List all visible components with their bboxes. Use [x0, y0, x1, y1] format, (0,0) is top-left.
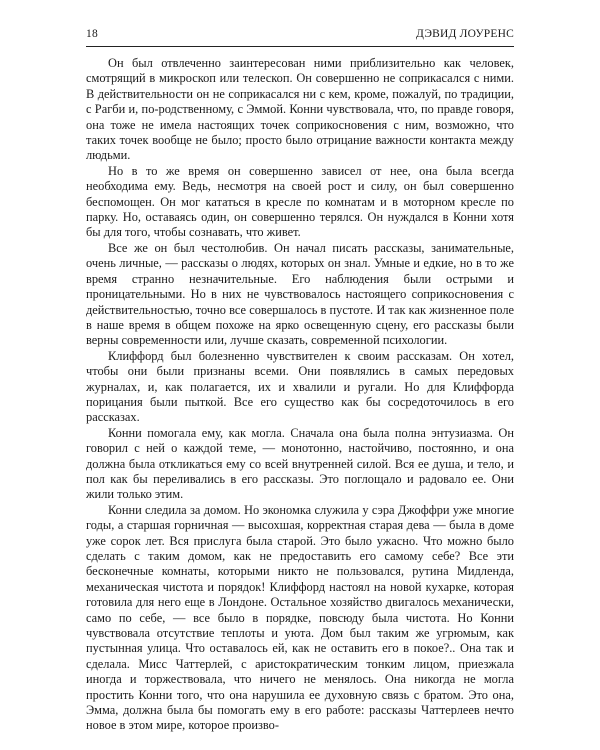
- paragraph: Все же он был честолюбив. Он начал писать рассказы, занимательные, очень личные, — рассказы о людях, которых он знал. Умные и едкие, но в то же время странно незначительные. Его наблюдения были острыми и проницательными. Но в них не чувствовалось настоящего соприкосновения с действительностью, точно все совершалось в пустоте. И так как жизненное поле в наше время в общем похоже на ярко освещенную сцену, его рассказы были верны современности или, лучше сказать, современной психологии.: [86, 240, 514, 348]
- running-head-author: ДЭВИД ЛОУРЕНС: [415, 28, 514, 40]
- body-text: [86, 56, 514, 734]
- paragraph: Он был отвлеченно заинтересован ними приблизительно как человек, смотрящий в микроскоп или телескоп. Он совершенно не соприкасался с ними. В действительности он не соприкасался ни с кем, кроме, пожалуй, по традиции, с Рагби и, по-родственному, с Эммой. Конни чувствовала, что, по правде говоря, она тоже не имела настоящих точек соприкосновения с ним, возможно, что таких точек вообще не было; просто было отрицание важности контакта между людьми.: [86, 56, 514, 163]
- paragraph: Конни помогала ему, как могла. Сначала она была полна энтузиазма. Он говорил с ней о каждой теме, — монотонно, настойчиво, постоянно, и она должна была откликаться ему со всей внутренней силой. Вся ее душа, и тело, и пол как бы переливались в его рассказы. Это поглощало и радовало ее. Они жили только этим.: [86, 425, 514, 502]
- header-rule: [86, 46, 514, 47]
- running-header: [86, 28, 514, 46]
- paragraph: Конни следила за домом. Но экономка служила у сэра Джоффри уже многие годы, а старшая горничная — высохшая, корректная старая дева — была в доме уже сорок лет. Вся прислуга была старой. Это было ужасно. Что можно было сделать с таким домом, как не предоставить его самому себе? Все эти бесконечные комнаты, которыми никто не пользовался, рутина Мидленда, механическая чистота и порядок! Клиффорд настоял на новой кухарке, которая готовила для него еще в Лондоне. Остальное хозяйство двигалось механически, само по себе, — все было в порядке, повсюду была чистота. Но Конни чувствовала отсутствие теплоты и уюта. Дом был таким же угрюмым, как пустынная улица. Что оставалось ей, как не оставить его в покое?.. Она так и сделала. Мисс Чаттерлей, с аристократическим тонким лицом, приезжала иногда и торжествовала, что ничего не менялось. Она никогда не могла простить Конни того, что она нарушила ее духовную связь с братом. Это она, Эмма, должна была бы помогать ему в его работе: рассказы Чаттерлеев нечто новое в этом мире, которое произво-: [86, 502, 514, 733]
- paragraph: Но в то же время он совершенно зависел от нее, она была всегда необходима ему. Ведь, несмотря на своей рост и силу, он был совершенно беспомощен. Он мог кататься в кресле по комнатам и в моторном кресле по парку. Но, оставаясь один, он совершенно терялся. Он нуждался в Конни хотя бы для того, чтобы сознавать, что живет.: [86, 163, 514, 240]
- paragraph: Клиффорд был болезненно чувствителен к своим рассказам. Он хотел, чтобы они были признаны всеми. Они появлялись в самых передовых журналах, и, как полагается, их и хвалили и ругали. Но для Клиффорда порицания были пыткой. Все его существо как бы сосредоточилось в его рассказах.: [86, 348, 514, 425]
- page-number: 18: [86, 28, 98, 40]
